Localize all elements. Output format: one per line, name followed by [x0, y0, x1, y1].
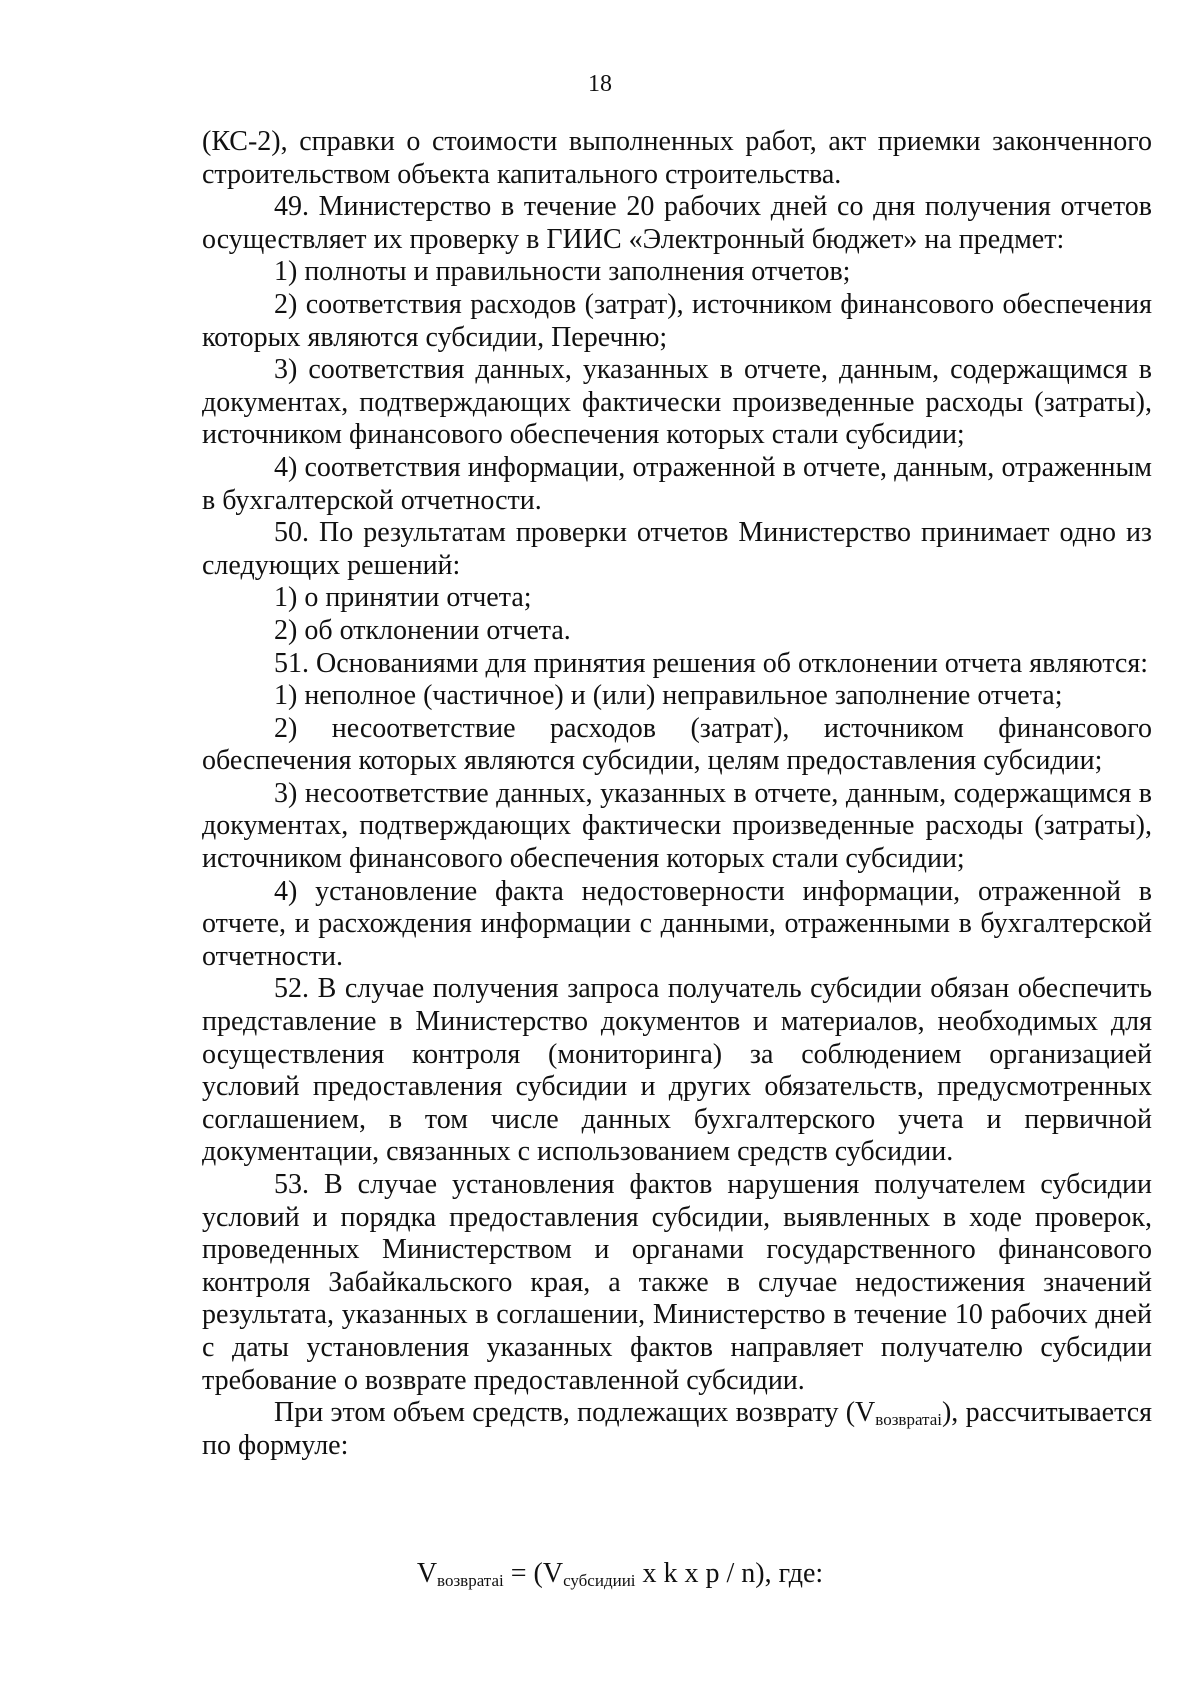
formula-subscript-1: возвратаi	[437, 1571, 504, 1590]
formula-mid: = (V	[503, 1558, 564, 1589]
list-item: 1) полноты и правильности заполнения отчетов;	[274, 256, 851, 288]
formula-subscript-2: субсидииi	[563, 1571, 636, 1590]
list-item: 2) об отклонении отчета.	[274, 614, 571, 646]
paragraph: 50. По результатам проверки отчетов Министерство принимает одно из следующих решений:	[202, 517, 1152, 581]
list-item: 4) установление факта недостоверности информации, отраженной в отчете, и расхождения информации с данными, отраженными в бухгалтерской отчетности.	[202, 875, 1152, 972]
page-number: 18	[588, 71, 612, 97]
paragraph: 52. В случае получения запроса получатель субсидии обязан обеспечить представление в Министерство документов и материалов, необходимых для осуществления контроля (мониторинга) за соблюдением организацией условий предоставления субсидии и других обязательств, предусмотренных соглашением, в том числе данных бухгалтерского учета и первичной документации, связанных с использованием средств субсидии.	[202, 973, 1152, 1168]
formula-v1: V	[416, 1558, 438, 1589]
formula-rest: x k x p / n), где:	[635, 1558, 824, 1589]
list-item: 2) несоответствие расходов (затрат), источником финансового обеспечения которых являются субсидии, целям предоставления субсидии;	[202, 712, 1152, 777]
list-item: 3) соответствия данных, указанных в отчете, данным, содержащимся в документах, подтверждающих фактически произведенные расходы (затраты), источником финансового обеспечения которых стали субсидии;	[202, 354, 1152, 451]
formula-intro	[202, 1397, 1152, 1462]
list-item: 3) несоответствие данных, указанных в отчете, данным, содержащимся в документах, подтверждающих фактически произведенные расходы (затраты), источником финансового обеспечения которых стали субсидии;	[202, 777, 1152, 875]
formula-intro-subscript: возвратаi	[875, 1410, 942, 1430]
paragraph: 51. Основаниями для принятия решения об отклонении отчета являются:	[274, 647, 1148, 679]
paragraph: 49. Министерство в течение 20 рабочих дней со дня получения отчетов осуществляет их проверку в ГИИС «Электронный бюджет» на предмет:	[202, 191, 1152, 255]
paragraph: (КС-2), справки о стоимости выполненных работ, акт приемки законченного строительством объекта капитального строительства.	[202, 126, 1152, 190]
formula-intro-before: При этом объем средств, подлежащих возврату (V	[274, 1397, 876, 1429]
list-item: 1) неполное (частичное) и (или) неправильное заполнение отчета;	[274, 680, 1063, 712]
list-item: 1) о принятии отчета;	[274, 582, 532, 614]
document-body	[202, 126, 1152, 1462]
list-item: 2) соответствия расходов (затрат), источником финансового обеспечения которых являются субсидии, Перечню;	[202, 288, 1152, 353]
formula-intro-after: ), рассчитывается по формуле:	[202, 1397, 1152, 1461]
formula	[0, 1557, 1200, 1591]
paragraph: 53. В случае установления фактов нарушения получателем субсидии условий и порядка предоставления субсидии, выявленных в ходе проверок, проведенных Министерством и органами государственного финансового контроля Забайкальского края, а также в случае недостижения значений результата, указанных в соглашении, Министерство в течение 10 рабочих дней с даты установления указанных фактов направляет получателю субсидии требование о возврате предоставленной субсидии.	[202, 1169, 1152, 1396]
list-item: 4) соответствия информации, отраженной в отчете, данным, отраженным в бухгалтерской отчетности.	[202, 451, 1152, 516]
